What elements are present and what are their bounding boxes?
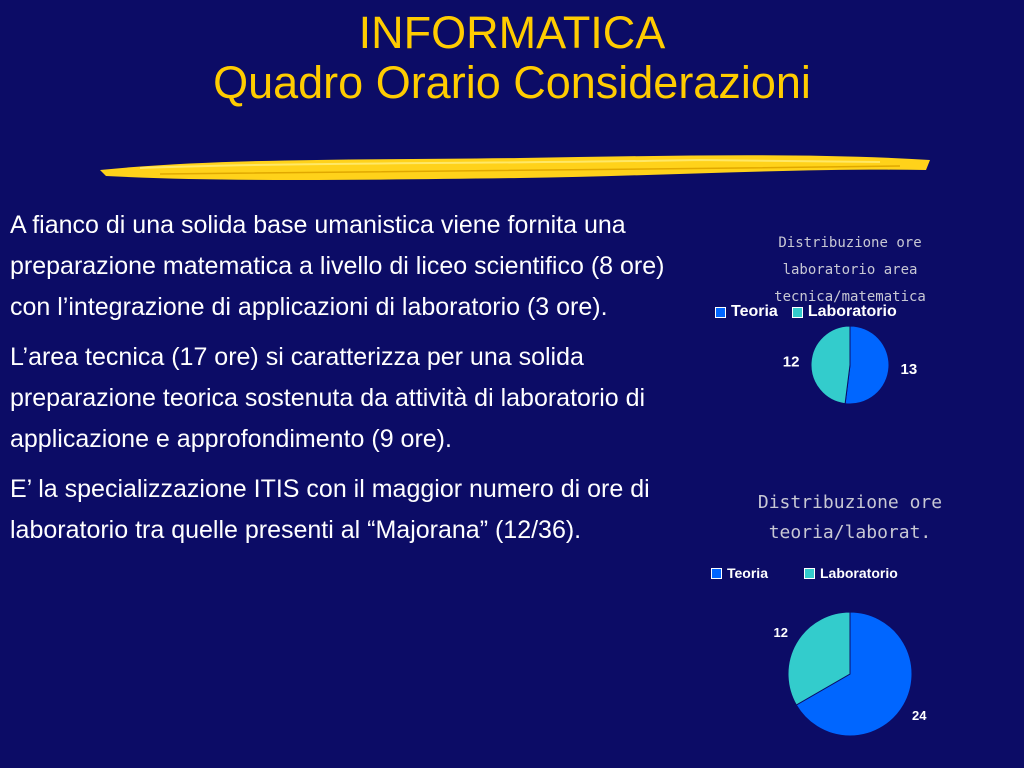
- body-text: [10, 205, 690, 560]
- pie-data-label: 12: [773, 624, 788, 640]
- pie-slice-teoria: [845, 326, 889, 404]
- legend-item-laboratorio: [804, 565, 898, 581]
- chart-title: Distribuzione ore teoria/laborat.: [757, 492, 943, 543]
- pie-data-label: 13: [900, 361, 918, 379]
- chart-title: Distribuzione ore laboratorio area tecnica/matematica: [774, 235, 926, 305]
- paragraph: A fianco di una solida base umanistica viene fornita una preparazione matematica a livello di liceo scientifico (8 ore) con l’integrazione di applicazioni di laboratorio (3 ore).: [10, 211, 665, 321]
- decorative-brush-stroke: [100, 148, 930, 188]
- legend-label: Laboratorio: [807, 303, 897, 320]
- legend-swatch: [804, 568, 815, 579]
- chart-legend: [711, 565, 898, 581]
- legend-item-teoria: [711, 565, 768, 581]
- title-line-2: Quadro Orario Considerazioni: [213, 57, 811, 108]
- legend-label: Teoria: [731, 303, 778, 320]
- legend-swatch: [711, 568, 722, 579]
- pie-chart: [740, 598, 960, 748]
- pie-slice-laboratorio: [811, 326, 850, 404]
- pie-chart: [760, 315, 940, 415]
- pie-data-label: 12: [782, 353, 800, 371]
- paragraph: L’area tecnica (17 ore) si caratterizza per una solida preparazione teorica sostenuta da attività di laboratorio di applicazione e approfondimento (9 ore).: [10, 343, 646, 453]
- paragraph: E’ la specializzazione ITIS con il maggior numero di ore di laboratorio tra quelle presenti al “Majorana” (12/36).: [10, 475, 650, 544]
- legend-label: Laboratorio: [819, 565, 898, 581]
- legend-swatch: [715, 307, 726, 318]
- title-line-1: INFORMATICA: [358, 7, 666, 58]
- legend-label: Teoria: [727, 565, 768, 581]
- slide-title: [0, 8, 1024, 108]
- pie-data-label: 24: [912, 708, 927, 724]
